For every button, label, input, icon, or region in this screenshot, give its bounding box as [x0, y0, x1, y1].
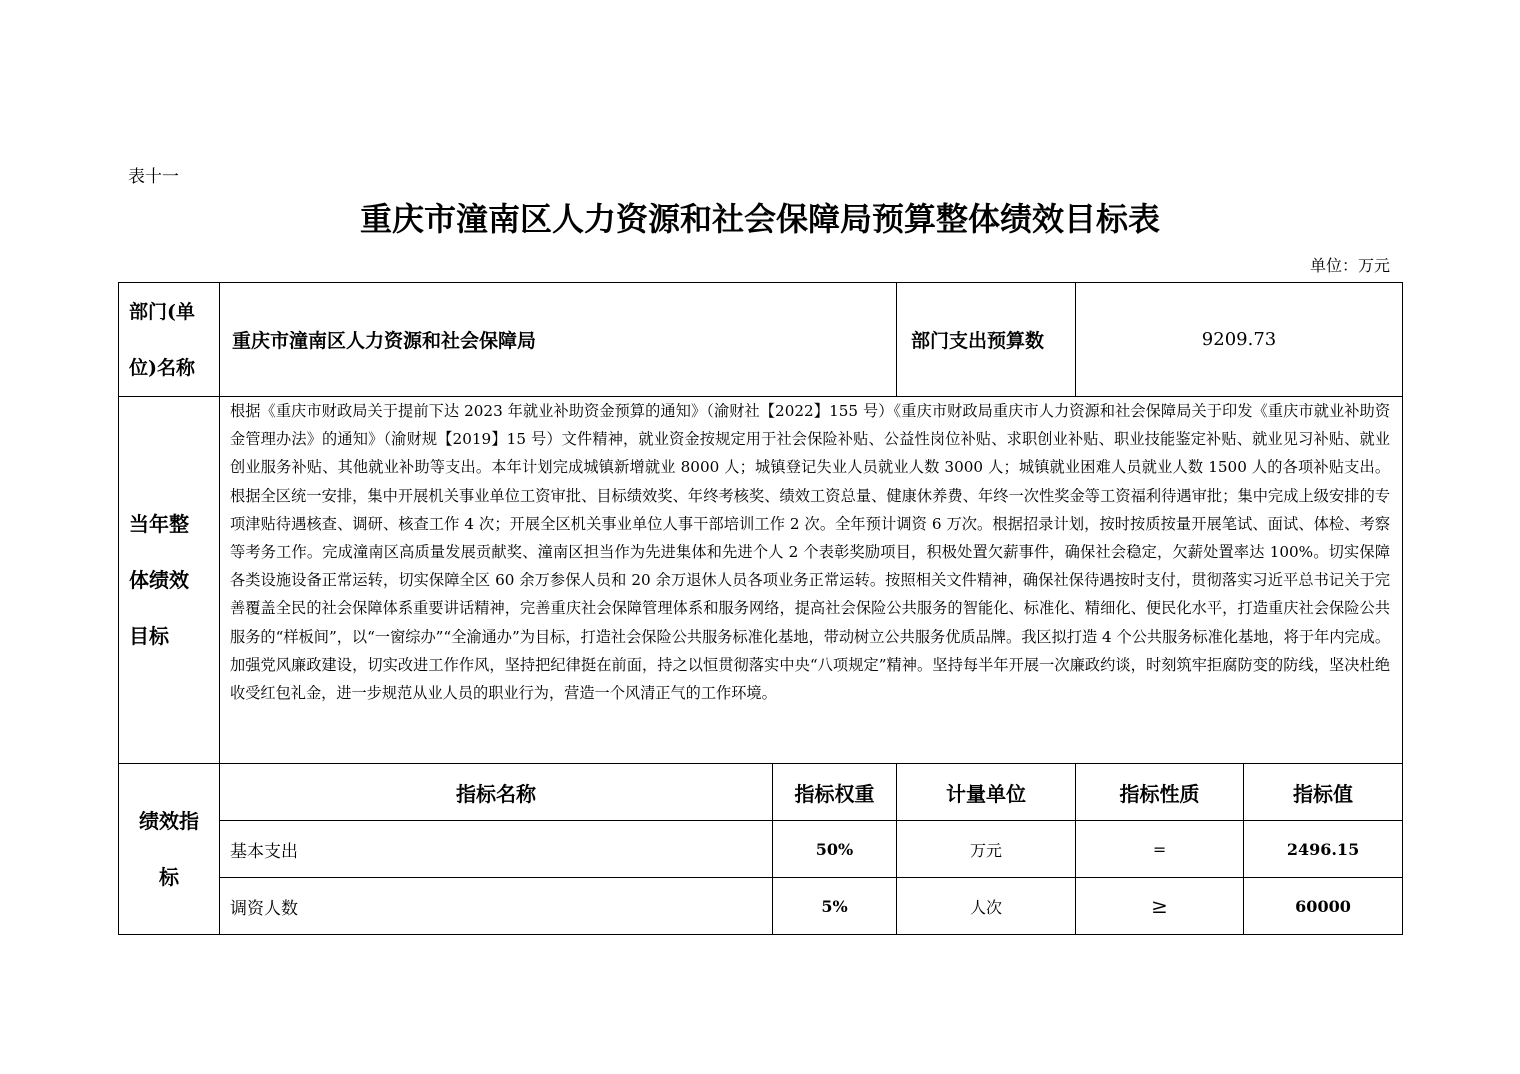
table-row [119, 878, 1403, 935]
unit-label: 单位：万元 [1309, 256, 1390, 275]
col-header-name: 指标名称 [220, 764, 773, 821]
budget-value-cell: 9209.73 [1076, 283, 1403, 397]
col-header-weight: 指标权重 [773, 764, 897, 821]
indicator-label-line2: 标 [159, 865, 179, 889]
indicator-label-line1: 绩效指 [139, 809, 199, 833]
goal-row [119, 397, 1403, 764]
indicator-header-row [119, 764, 1403, 821]
goal-label-line2: 体绩效 [129, 568, 189, 592]
document-title: 重庆市潼南区人力资源和社会保障局预算整体绩效目标表 [359, 200, 1160, 238]
indicator-label-cell [119, 764, 220, 935]
goal-label-line3: 目标 [129, 624, 169, 648]
col-header-nature: 指标性质 [1076, 764, 1244, 821]
goal-text-cell: 根据《重庆市财政局关于提前下达 2023 年就业补助资金预算的通知》（渝财社【2022】155 号）《重庆市财政局重庆市人力资源和社会保障局关于印发《重庆市就业补助资金管理办法》的通知》（渝财规【2019】15 号）文件精神，就业资金按规定用于社会保险补贴、公益性岗位补贴、求职创业补贴、职业技能鉴定补贴、就业见习补贴、就业创业服务补贴、其他就业补助等支出。本年计划完成城镇新增就业 8000 人；城镇登记失业人员就业人数 3000 人；城镇就业困难人员就业人数 1500 人的各项补贴支出。根据全区统一安排，集中开展机关事业单位工资审批、目标绩效奖、年终考核奖、绩效工资总量、健康休养费、年终一次性奖金等工资福利待遇审批；集中完成上级安排的专项津贴待遇核查、调研、核查工作 4 次；开展全区机关事业单位人事干部培训工作 2 次。全年预计调资 6 万次。根据招录计划，按时按质按量开展笔试、面试、体检、考察等考务工作。完成潼南区高质量发展贡献奖、潼南区担当作为先进集体和先进个人 2 个表彰奖励项目，积极处置欠薪事件，确保社会稳定，欠薪处置率达 100%。切实保障各类设施设备正常运转，切实保障全区 60 余万参保人员和 20 余万退休人员各项业务正常运转。按照相关文件精神，确保社保待遇按时支付，贯彻落实习近平总书记关于完善覆盖全民的社会保障体系重要讲话精神，完善重庆社会保障管理体系和服务网络，提高社会保险公共服务的智能化、标准化、精细化、便民化水平，打造重庆社会保险公共服务的“样板间”，以“一窗综办”“全渝通办”为目标，打造社会保险公共服务标准化基地，带动树立公共服务优质品牌。我区拟打造 4 个公共服务标准化基地，将于年内完成。加强党风廉政建设，切实改进工作作风，坚持把纪律挺在前面，持之以恒贯彻落实中央“八项规定”精神。坚持每半年开展一次廉政约谈，时刻筑牢拒腐防变的防线，坚决杜绝收受红包礼金，进一步规范从业人员的职业行为，营造一个风清正气的工作环境。 [220, 397, 1403, 764]
indicator-nature: = [1076, 821, 1244, 878]
indicator-name: 调资人数 [220, 878, 773, 935]
indicator-weight: 50% [773, 821, 897, 878]
indicator-unit: 人次 [897, 878, 1076, 935]
indicator-nature: ≥ [1076, 878, 1244, 935]
col-header-unit: 计量单位 [897, 764, 1076, 821]
goal-label-line1: 当年整 [129, 512, 189, 536]
dept-label-line2: 位)名称 [129, 356, 195, 379]
goal-label-cell [119, 397, 220, 764]
indicator-unit: 万元 [897, 821, 1076, 878]
indicator-value: 60000 [1244, 878, 1403, 935]
indicator-name: 基本支出 [220, 821, 773, 878]
table-row [119, 821, 1403, 878]
indicator-weight: 5% [773, 878, 897, 935]
dept-label-line1: 部门(单 [129, 300, 195, 323]
dept-name-cell: 重庆市潼南区人力资源和社会保障局 [220, 283, 897, 397]
dept-row [119, 283, 1403, 397]
indicator-value: 2496.15 [1244, 821, 1403, 878]
col-header-value: 指标值 [1244, 764, 1403, 821]
budget-label-cell: 部门支出预算数 [897, 283, 1076, 397]
performance-target-table [118, 282, 1403, 935]
dept-name-label-cell [119, 283, 220, 397]
table-number-label: 表十一 [128, 167, 179, 187]
